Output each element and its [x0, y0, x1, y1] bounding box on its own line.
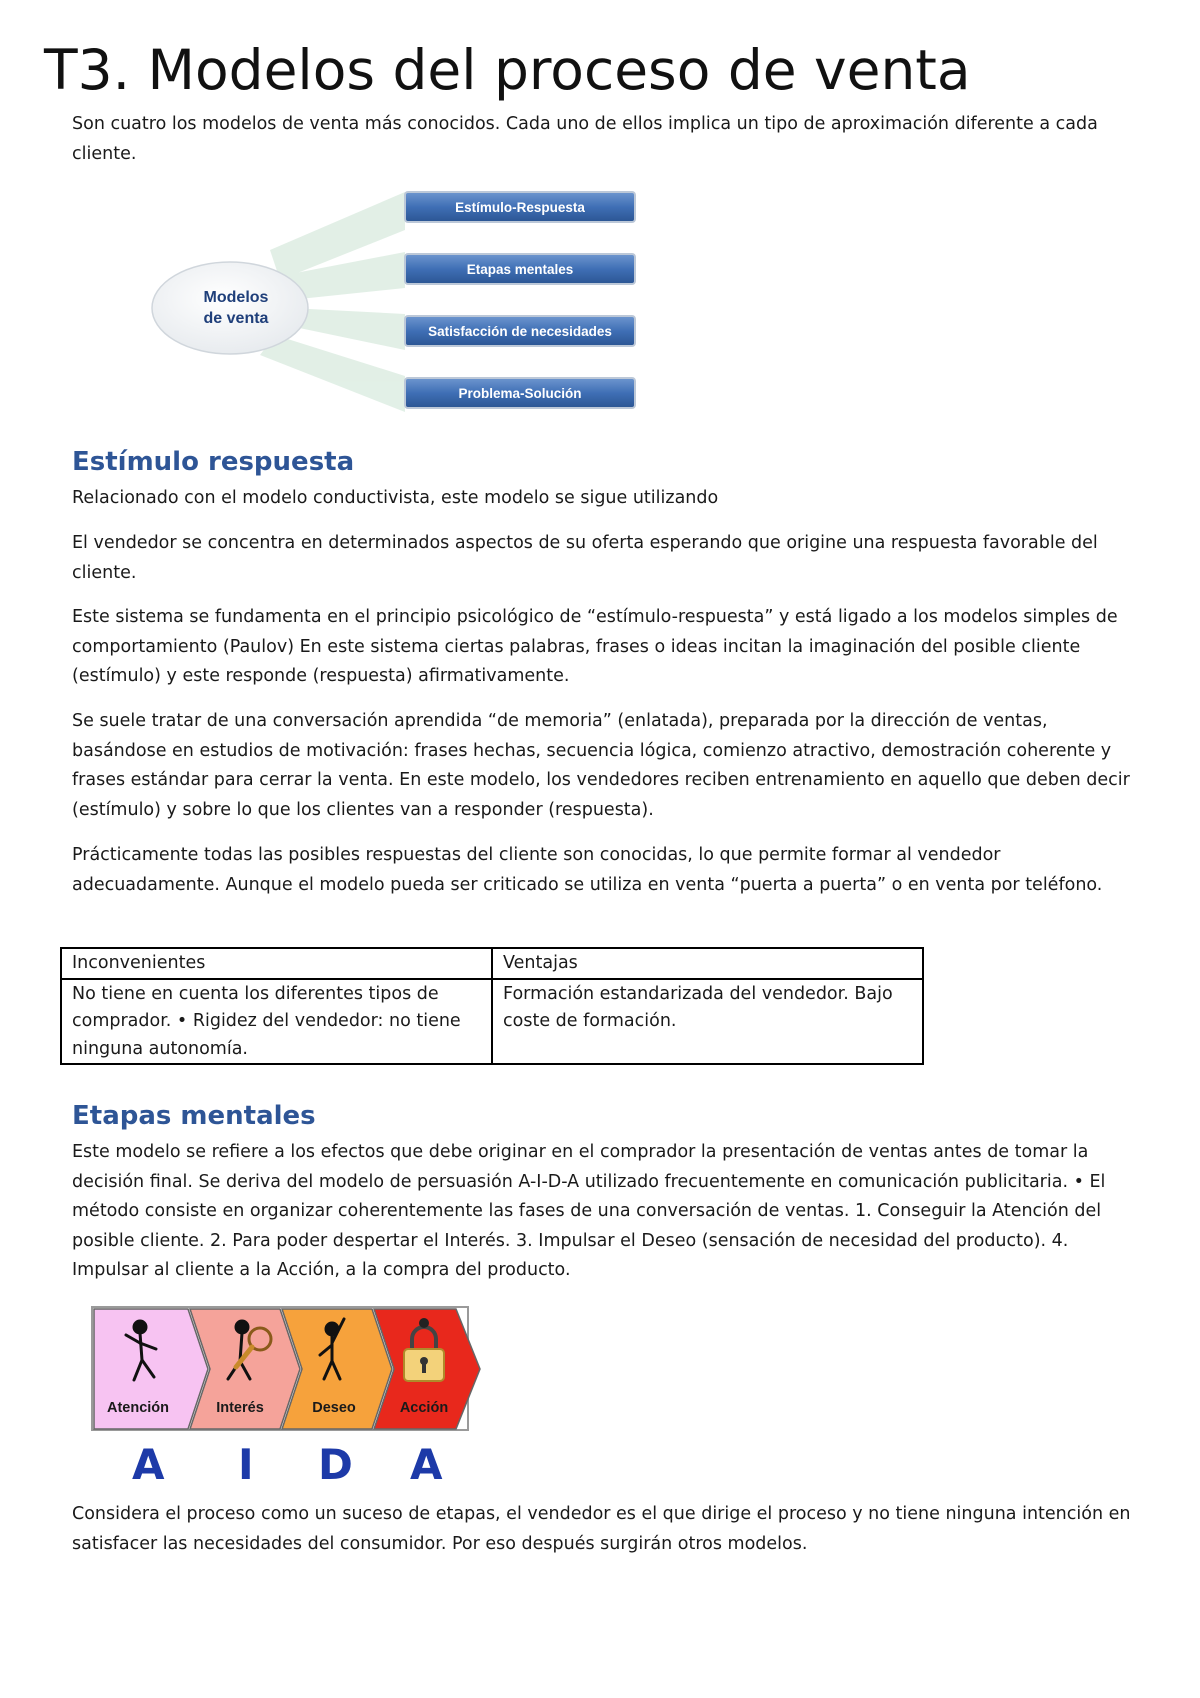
model-box-label: Satisfacción de necesidades [428, 324, 612, 339]
model-box-etapas-mentales [405, 254, 635, 284]
aida-letter-d: D [318, 1440, 353, 1489]
aida-stage-atencion [94, 1309, 208, 1429]
heading-estimulo-respuesta: Estímulo respuesta [72, 447, 355, 477]
aida-stage-label: Atención [106, 1400, 170, 1416]
estimulo-paragraph-4: Se suele tratar de una conversación aprendida “de memoria” (enlatada), preparada por la dirección de ventas, basándose en estudios de motivación: frases hechas, secuencia lógica, comienzo atractivo, demostración coherente y frases estándar para cerrar la venta. En este modelo, los vendedores reciben entrenamiento en aquello que deben decir (estímulo) y sobre lo que los clientes van a responder (respuesta). [72, 711, 1130, 820]
page-title: T3. Modelos del proceso de venta [44, 38, 971, 102]
etapas-paragraph-2: Considera el proceso como un suceso de etapas, el vendedor es el que dirige el proceso y no tiene ninguna intención en satisfacer las necesidades del consumidor. Por eso después surgirán otros modelos. [72, 1504, 1131, 1554]
model-box-label: Etapas mentales [466, 262, 574, 277]
aida-stage-label: Acción [399, 1400, 449, 1416]
table-cell-inconvenientes: No tiene en cuenta los diferentes tipos de comprador. • Rigidez del vendedor: no tiene ninguna autonomía. [61, 979, 492, 1065]
model-box-estimulo-respuesta [405, 192, 635, 222]
model-box-problema-solucion [405, 378, 635, 408]
aida-stage-label: Interés [216, 1400, 264, 1416]
models-center-line1: Modelos [203, 289, 269, 306]
intro-paragraph: Son cuatro los modelos de venta más conocidos. Cada uno de ellos implica un tipo de aproximación diferente a cada cliente. [72, 114, 1098, 164]
pros-cons-table [60, 947, 924, 1065]
table-header-inconvenientes: Inconvenientes [61, 948, 492, 979]
heading-etapas-mentales: Etapas mentales [72, 1101, 316, 1131]
estimulo-paragraph-3: Este sistema se fundamenta en el principio psicológico de “estímulo-respuesta” y está ligado a los modelos simples de comportamiento (Paulov) En este sistema ciertas palabras, frases o ideas incitan la imaginación del posible cliente (estímulo) y este responde (respuesta) afirmativamente. [72, 607, 1118, 686]
etapas-paragraph-1: Este modelo se refiere a los efectos que debe originar en el comprador la presentación de ventas antes de tomar la decisión final. Se deriva del modelo de persuasión A-I-D-A utilizado frecuentemente en comunicación publicitaria. • El método consiste en organizar coherentemente las fases de una conversación de ventas. 1. Conseguir la Atención del posible cliente. 2. Para poder despertar el Interés. 3. Impulsar el Deseo (sensación de necesidad del producto). 4. Impulsar al cliente a la Acción, a la compra del producto. [72, 1142, 1106, 1280]
models-center-line2: de venta [203, 310, 269, 327]
table-cell-ventajas: Formación estandarizada del vendedor. Bajo coste de formación. [492, 979, 923, 1065]
model-box-label: Estímulo-Respuesta [455, 200, 585, 215]
model-box-label: Problema-Solución [458, 386, 582, 401]
table-header-ventajas: Ventajas [492, 948, 923, 979]
models-center-ellipse [152, 262, 308, 354]
estimulo-paragraph-5: Prácticamente todas las posibles respuestas del cliente son conocidas, lo que permite formar al vendedor adecuadamente. Aunque el modelo pueda ser criticado se utiliza en venta “puerta a puerta” o en venta por teléfono. [72, 845, 1103, 895]
aida-letter-i: I [238, 1440, 254, 1489]
model-box-satisfaccion-necesidades [405, 316, 635, 346]
aida-stage-label: Deseo [312, 1400, 356, 1416]
table-header-row [61, 948, 923, 979]
estimulo-paragraph-2: El vendedor se concentra en determinados aspectos de su oferta esperando que origine una respuesta favorable del cliente. [72, 533, 1098, 583]
aida-letter-a1: A [132, 1440, 165, 1489]
estimulo-paragraph-1: Relacionado con el modelo conductivista, este modelo se sigue utilizando [72, 488, 719, 508]
aida-letter-a2: A [410, 1440, 443, 1489]
sales-models-diagram [150, 190, 670, 420]
table-row [61, 979, 923, 1065]
